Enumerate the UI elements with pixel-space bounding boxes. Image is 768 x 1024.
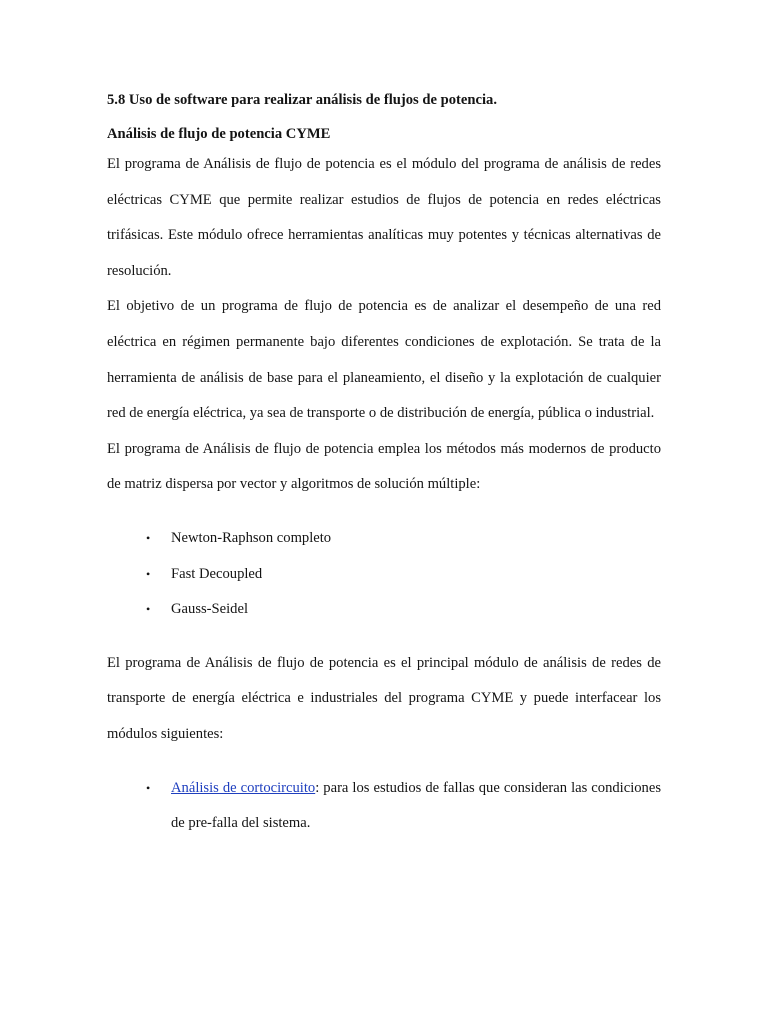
short-circuit-analysis-link[interactable]: Análisis de cortocircuito [171, 779, 316, 796]
paragraph-objective: El objetivo de un programa de flujo de potencia es de analizar el desempeño de una red eléctrica en régimen permanente bajo diferentes condiciones de explotación. Se trata de la herramienta de análisis de base para el planeamiento, el diseño y la explotación de cualquier red de energía eléctrica, ya sea de transporte o de distribución de energía, pública o industrial. [107, 298, 661, 422]
document-body [107, 90, 661, 842]
list-item [107, 521, 661, 557]
method-label: Gauss-Seidel [171, 601, 249, 618]
bullet-icon: • [146, 602, 151, 617]
bullet-icon: • [146, 566, 151, 581]
module-description: : para los estudios de fallas que consideran las condiciones de pre-falla del sistema. [171, 779, 662, 832]
method-label: Newton-Raphson completo [171, 529, 332, 546]
paragraph-intro: El programa de Análisis de flujo de potencia es el módulo del programa de análisis de redes eléctricas CYME que permite realizar estudios de flujos de potencia en redes eléctricas trifásicas. Este módulo ofrece herramientas analíticas muy potentes y técnicas alternativas de resolución. [107, 156, 661, 279]
bullet-icon: • [146, 780, 151, 795]
list-item [107, 771, 661, 842]
paragraph-modules-intro: El programa de Análisis de flujo de potencia es el principal módulo de análisis de redes de transporte de energía eléctrica e industriales del programa CYME y puede interfacear los módulos siguientes: [107, 654, 661, 742]
list-item [107, 557, 661, 593]
list-item [107, 592, 661, 628]
paragraph-methods-intro: El programa de Análisis de flujo de potencia emplea los métodos más modernos de producto de matriz dispersa por vector y algoritmos de solución múltiple: [107, 440, 661, 493]
section-title: 5.8 Uso de software para realizar análisis de flujos de potencia. [107, 92, 497, 108]
modules-list [107, 771, 661, 842]
method-label: Fast Decoupled [171, 565, 263, 582]
methods-list [107, 521, 661, 628]
subsection-title: Análisis de flujo de potencia CYME [107, 126, 331, 142]
bullet-icon: • [146, 530, 151, 545]
